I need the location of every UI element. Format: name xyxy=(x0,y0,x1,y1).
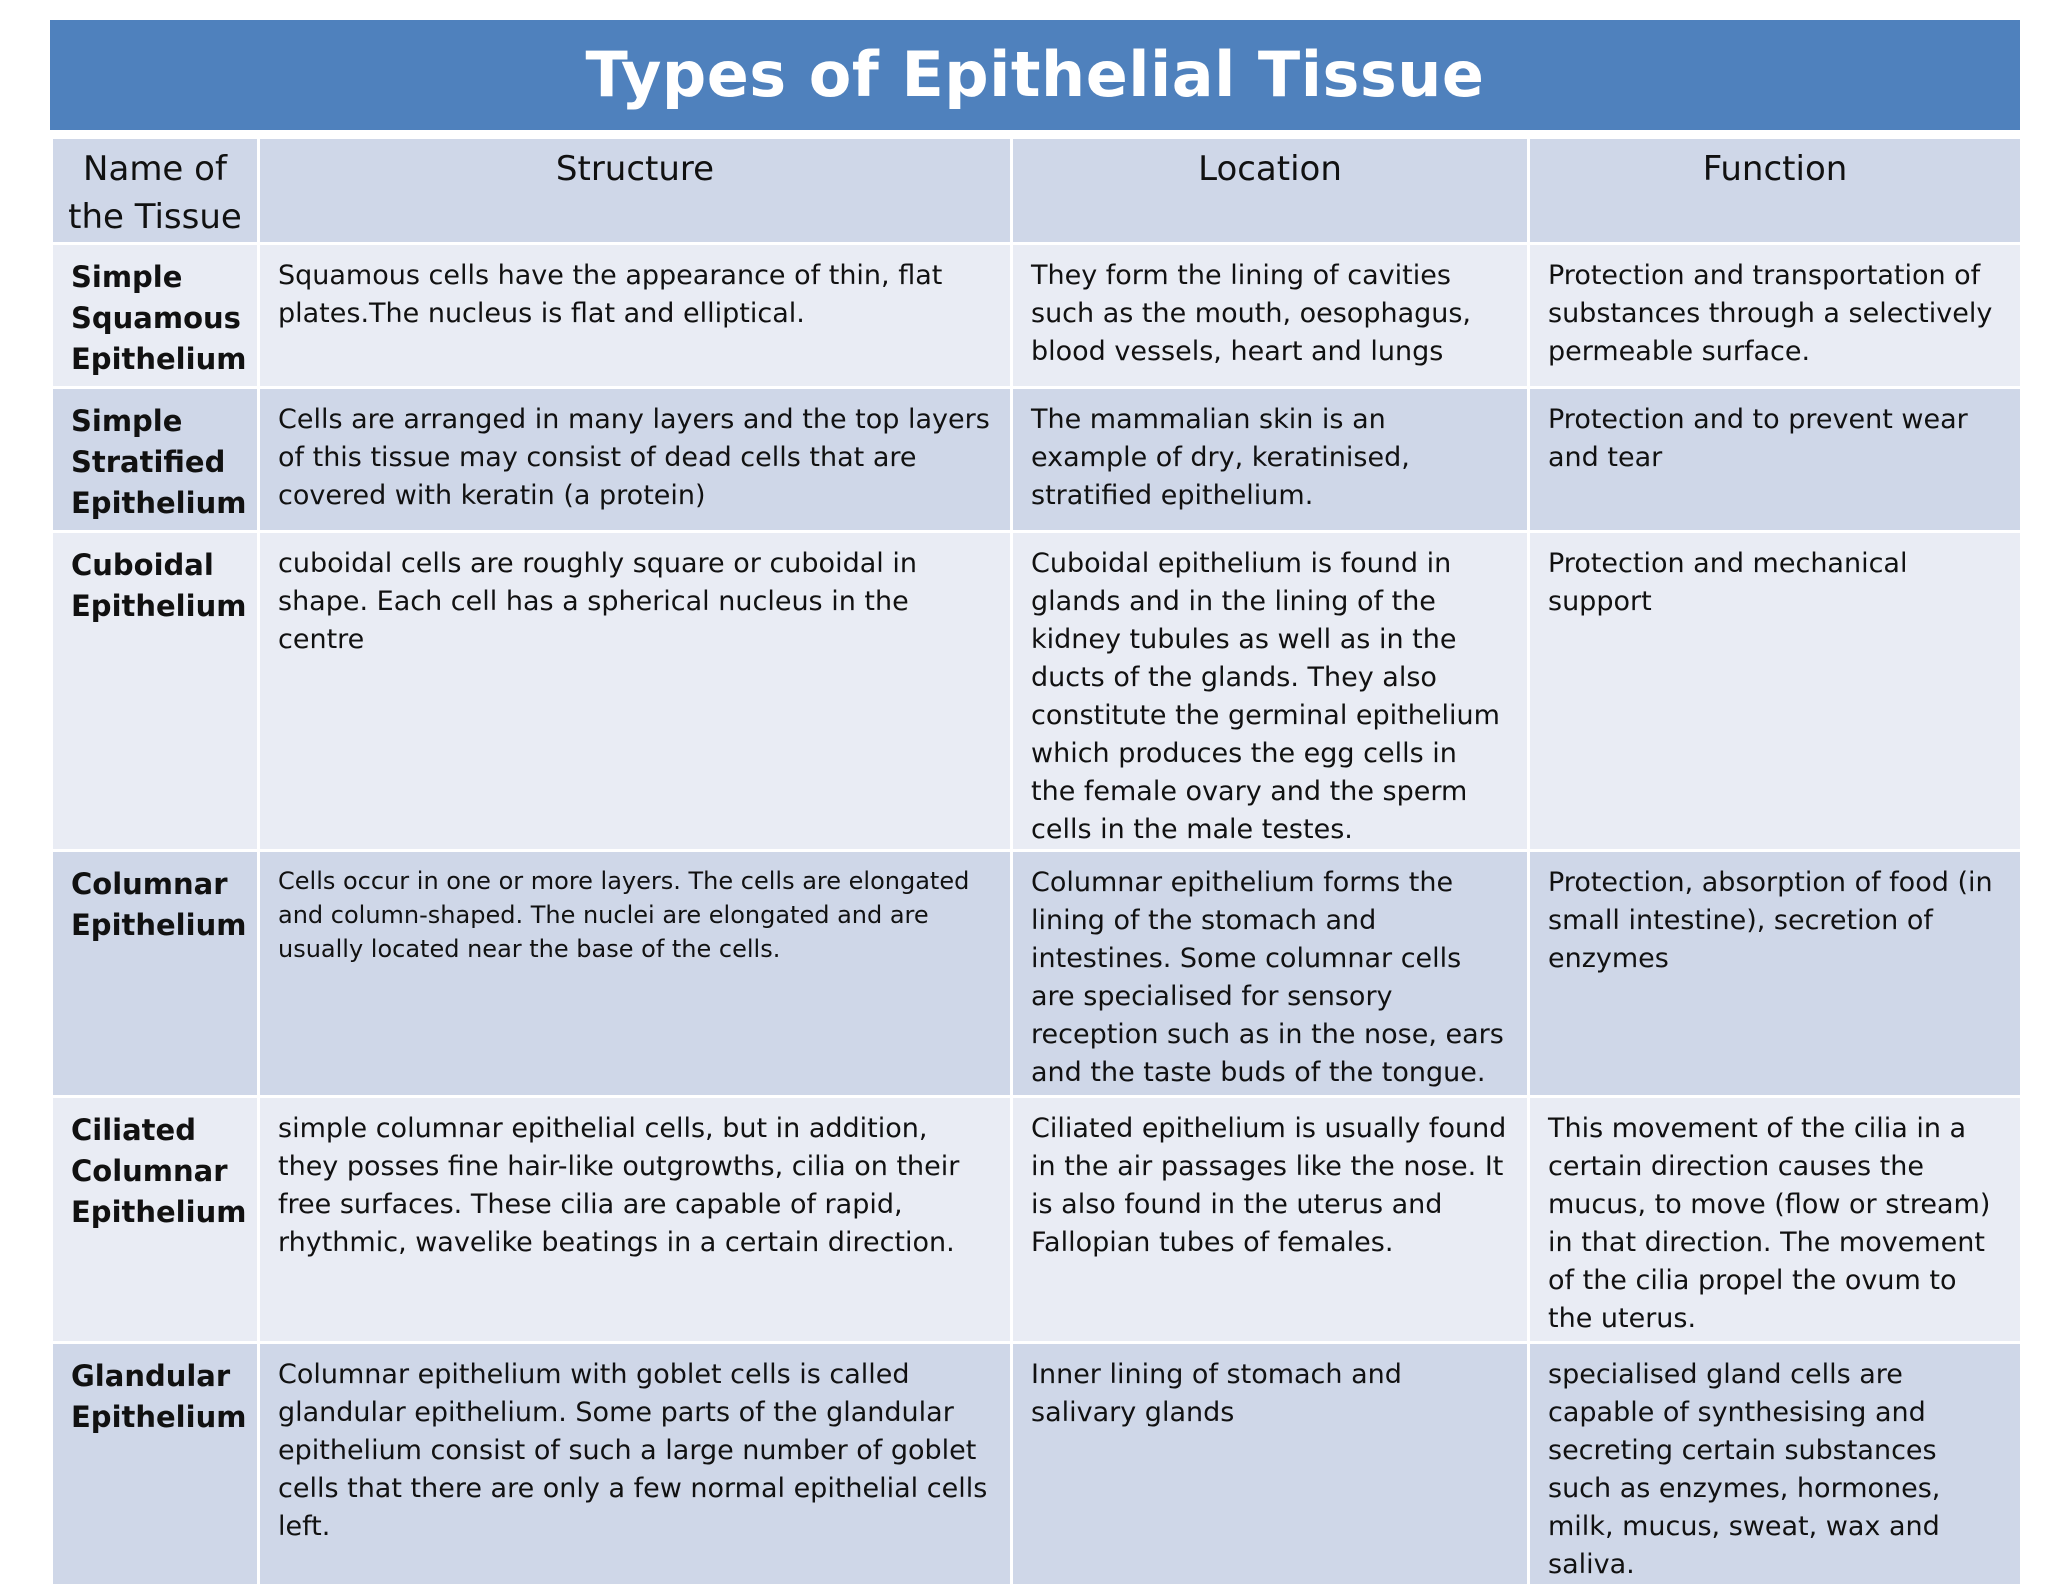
location-cell: Columnar epithelium forms the lining of the stomach and intestines. Some columnar cells are specialised for sensory reception such as in the nose, ears and the taste buds of the tongue. xyxy=(1012,851,1529,1097)
tissue-name-cell: Glandular Epithelium xyxy=(52,1343,259,1586)
structure-cell: cuboidal cells are roughly square or cuboidal in shape. Each cell has a spherical nucleus in the centre xyxy=(259,532,1012,851)
function-cell: Protection, absorption of food (in small intestine), secretion of enzymes xyxy=(1529,851,2022,1097)
structure-cell: Columnar epithelium with goblet cells is called glandular epithelium. Some parts of the glandular epithelium consist of such a large number of goblet cells that there are only a few normal epithelial cells left. xyxy=(259,1343,1012,1586)
location-cell: Ciliated epithelium is usually found in the air passages like the nose. It is also found in the uterus and Fallopian tubes of females. xyxy=(1012,1097,1529,1343)
page-title: Types of Epithelial Tissue xyxy=(585,38,1485,111)
structure-cell: Cells are arranged in many layers and the top layers of this tissue may consist of dead cells that are covered with keratin (a protein) xyxy=(259,388,1012,532)
structure-cell: simple columnar epithelial cells, but in addition, they posses fine hair-like outgrowths, cilia on their free surfaces. These cilia are capable of rapid, rhythmic, wavelike beatings in a certain direction. xyxy=(259,1097,1012,1343)
tissue-name-cell: Simple Squamous Epithelium xyxy=(52,244,259,388)
table-row xyxy=(52,532,2022,851)
location-cell: The mammalian skin is an example of dry, keratinised, stratified epithelium. xyxy=(1012,388,1529,532)
location-cell: They form the lining of cavities such as the mouth, oesophagus, blood vessels, heart and lungs xyxy=(1012,244,1529,388)
title-bar xyxy=(50,20,2020,130)
table-row xyxy=(52,851,2022,1097)
structure-cell: Squamous cells have the appearance of thin, flat plates.The nucleus is flat and elliptical. xyxy=(259,244,1012,388)
table-row xyxy=(52,1097,2022,1343)
tissue-name-cell: Cuboidal Epithelium xyxy=(52,532,259,851)
tissue-name-cell: Ciliated Columnar Epithelium xyxy=(52,1097,259,1343)
function-cell: specialised gland cells are capable of synthesising and secreting certain substances such as enzymes, hormones, milk, mucus, sweat, wax and saliva. xyxy=(1529,1343,2022,1586)
header-location: Location xyxy=(1012,138,1529,244)
table-header-row xyxy=(52,138,2022,244)
epithelial-tissue-table xyxy=(50,136,2023,1587)
table-row xyxy=(52,244,2022,388)
header-structure: Structure xyxy=(259,138,1012,244)
tissue-name-cell: Columnar Epithelium xyxy=(52,851,259,1097)
structure-cell: Cells occur in one or more layers. The cells are elongated and column-shaped. The nuclei are elongated and are usually located near the base of the cells. xyxy=(259,851,1012,1097)
tissue-name-cell: Simple Stratified Epithelium xyxy=(52,388,259,532)
table-row xyxy=(52,1343,2022,1586)
function-cell: This movement of the cilia in a certain direction causes the mucus, to move (flow or stream) in that direction. The movement of the cilia propel the ovum to the uterus. xyxy=(1529,1097,2022,1343)
location-cell: Inner lining of stomach and salivary glands xyxy=(1012,1343,1529,1586)
header-function: Function xyxy=(1529,138,2022,244)
location-cell: Cuboidal epithelium is found in glands and in the lining of the kidney tubules as well as in the ducts of the glands. They also constitute the germinal epithelium which produces the egg cells in the female ovary and the sperm cells in the male testes. xyxy=(1012,532,1529,851)
function-cell: Protection and mechanical support xyxy=(1529,532,2022,851)
table-row xyxy=(52,388,2022,532)
header-name: Name of the Tissue xyxy=(52,138,259,244)
function-cell: Protection and to prevent wear and tear xyxy=(1529,388,2022,532)
function-cell: Protection and transportation of substances through a selectively permeable surface. xyxy=(1529,244,2022,388)
slide xyxy=(50,20,2020,1580)
